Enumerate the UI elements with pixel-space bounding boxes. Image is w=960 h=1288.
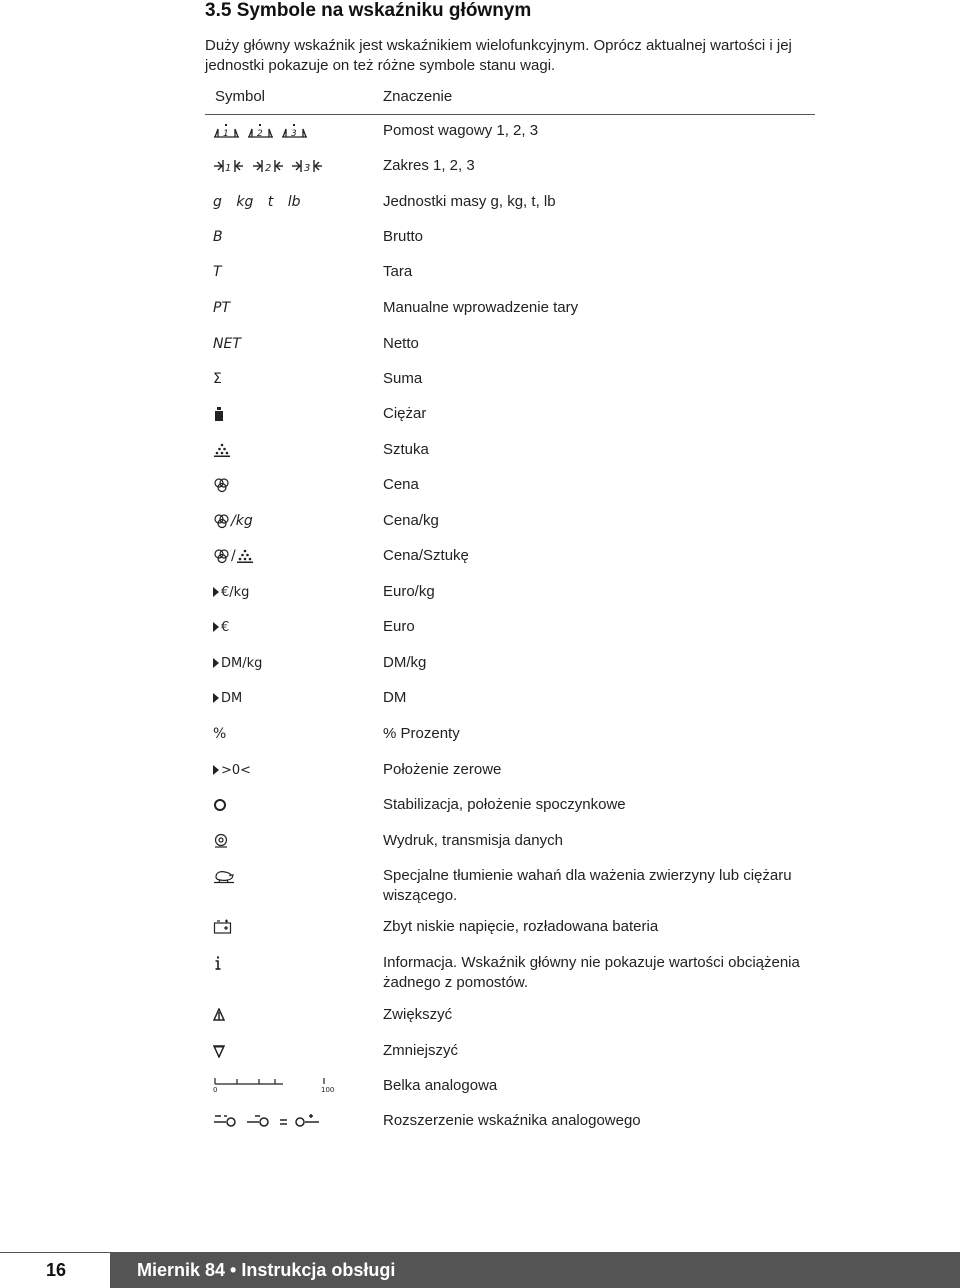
svg-text:0: 0 [213, 1086, 218, 1094]
page-number: 16 [0, 1252, 110, 1288]
dm-per-kg-icon [213, 653, 262, 673]
page-title: 3.5 Symbole na wskaźniku głównym [205, 0, 532, 21]
price-per-kg-icon [213, 511, 253, 531]
intro-paragraph: Duży główny wskaźnik jest wskaźnikiem wielofunkcyjnym. Oprócz aktualnej wartości i jej jednostki pokazuje on też różne symbole stanu wagi. [205, 37, 792, 74]
meaning-text: DM/kg [383, 654, 427, 671]
platform-1-2-3-icon [213, 121, 309, 141]
price-icon [213, 475, 231, 495]
info-icon [213, 953, 223, 973]
meaning-text: Euro [383, 618, 415, 635]
meaning-text: Sztuka [383, 441, 429, 458]
euro-label: € [221, 619, 230, 635]
meaning-text: Brutto [383, 228, 424, 245]
meaning-text: Manualne wprowadzenie tary [383, 299, 579, 316]
euro-icon [213, 617, 229, 637]
meaning-column-header: Znaczenie [383, 88, 453, 105]
meaning-text: Tara [383, 263, 413, 280]
meaning-text: Cena/kg [383, 512, 439, 529]
dm-label: DM [221, 690, 243, 706]
svg-text:1: 1 [225, 163, 232, 174]
svg-text:100: 100 [321, 1086, 335, 1094]
dm-per-kg-label: DM/kg [221, 655, 263, 671]
price-per-kg-label: /kg [231, 513, 253, 529]
dm-icon [213, 688, 242, 708]
meaning-text: Cena [383, 476, 419, 493]
svg-text:2: 2 [265, 163, 272, 174]
meaning-text: Specjalne tłumienie wahań dla ważenia zwierzyny lub ciężaru wiszącego. [383, 867, 792, 904]
euro-per-kg-icon [213, 582, 249, 602]
meaning-text: Netto [383, 335, 419, 352]
zero-position-icon [213, 760, 251, 780]
svg-text:3: 3 [304, 163, 311, 174]
meaning-text: Suma [383, 370, 423, 387]
battery-low-icon [213, 917, 233, 937]
piece-icon [213, 440, 231, 460]
sum-icon: Σ [213, 371, 222, 387]
meaning-text: Rozszerzenie wskaźnika analogowego [383, 1112, 641, 1129]
weight-icon [213, 404, 225, 424]
preset-tare-icon: PT [213, 300, 230, 316]
meaning-text: Zwiększyć [383, 1006, 453, 1023]
meaning-text: Euro/kg [383, 583, 435, 600]
meaning-text: Cena/Sztukę [383, 547, 469, 564]
header-rule [205, 114, 815, 115]
range-1-2-3-icon [213, 156, 325, 176]
meaning-text: Jednostki masy g, kg, t, lb [383, 193, 556, 210]
svg-text:1: 1 [223, 129, 229, 139]
analog-bar-icon [213, 1076, 337, 1096]
meaning-text: Pomost wagowy 1, 2, 3 [383, 122, 539, 139]
meaning-text: DM [383, 689, 407, 706]
percent-icon: % [213, 726, 227, 742]
animal-weighing-icon [213, 866, 235, 886]
meaning-text: Informacja. Wskaźnik główny nie pokazuje wartości obciążenia żadnego z pomostów. [383, 954, 800, 991]
meaning-text: Zakres 1, 2, 3 [383, 157, 475, 174]
units-icon: g kg t lb [213, 194, 301, 210]
meaning-text: Położenie zerowe [383, 761, 502, 778]
increase-icon [213, 1005, 225, 1025]
symbol-column-header: Symbol [215, 88, 266, 105]
analog-extension-icon [213, 1111, 323, 1131]
svg-text:2: 2 [257, 129, 263, 139]
gross-icon: B [213, 229, 223, 245]
zero-position-label: >0< [221, 762, 252, 778]
euro-per-kg-label: €/kg [221, 584, 250, 600]
decrease-icon [213, 1041, 225, 1061]
meaning-text: Stabilizacja, położenie spoczynkowe [383, 796, 626, 813]
stability-icon [213, 795, 227, 815]
price-per-piece-slash: / [231, 548, 236, 564]
price-per-piece-icon [213, 546, 254, 566]
tare-icon: T [213, 264, 222, 280]
meaning-text: Ciężar [383, 405, 427, 422]
net-icon: NET [213, 336, 241, 352]
footer-title: Miernik 84 • Instrukcja obsługi [137, 1260, 396, 1280]
meaning-text: % Prozenty [383, 725, 460, 742]
meaning-text: Zmniejszyć [383, 1042, 459, 1059]
print-icon [213, 831, 229, 851]
svg-text:3: 3 [291, 129, 297, 139]
meaning-text: Wydruk, transmisja danych [383, 832, 563, 849]
page-footer [0, 1252, 960, 1288]
meaning-text: Belka analogowa [383, 1077, 498, 1094]
meaning-text: Zbyt niskie napięcie, rozładowana bateria [383, 918, 659, 935]
